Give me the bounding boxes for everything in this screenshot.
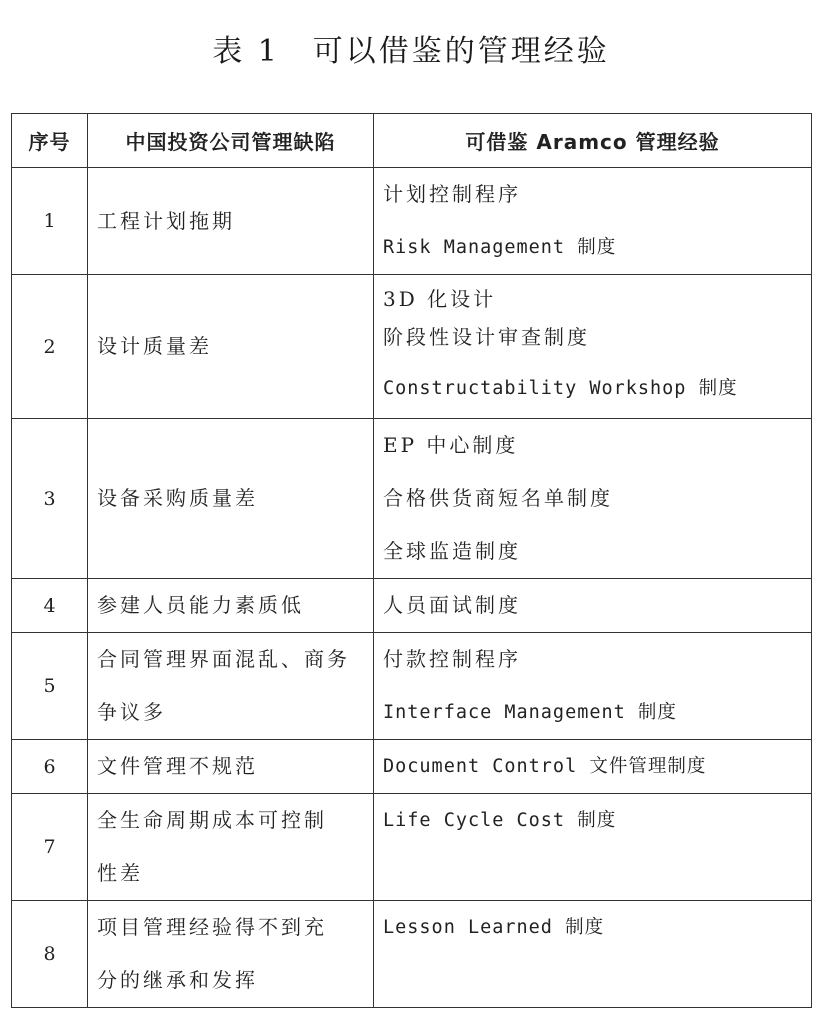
experience-text: Life Cycle Cost 制度: [383, 810, 617, 831]
row-number: 3: [12, 419, 88, 579]
header-no: 序号: [12, 114, 88, 168]
experience-cell: [374, 740, 812, 794]
experience-cell: [374, 419, 812, 579]
defect-text: 文件管理不规范: [97, 754, 258, 778]
row-number: 5: [12, 633, 88, 740]
row-number: 6: [12, 740, 88, 794]
table-row: [12, 901, 812, 1008]
experience-text: 阶段性设计审查制度: [383, 325, 590, 349]
defect-cell: [88, 633, 374, 740]
table-row: [12, 419, 812, 579]
experience-text: Interface Management 制度: [383, 702, 677, 723]
row-number: 7: [12, 794, 88, 901]
experience-cell: [374, 579, 812, 633]
defect-cell: [88, 901, 374, 1008]
table-row: [12, 740, 812, 794]
experience-text: 付款控制程序: [383, 647, 521, 671]
table-title: 表 1 可以借鉴的管理经验: [212, 34, 610, 69]
defect-text: 工程计划拖期: [97, 208, 235, 233]
defect-cell: [88, 579, 374, 633]
defect-cell: [88, 419, 374, 579]
header-experience: 可借鉴 Aramco 管理经验: [374, 114, 812, 168]
defect-text: 设备采购质量差: [97, 486, 258, 510]
table-row: [12, 633, 812, 740]
defect-cell: [88, 168, 374, 275]
defect-cell: [88, 740, 374, 794]
row-number: 8: [12, 901, 88, 1008]
defect-text: 设计质量差: [97, 334, 212, 358]
experience-cell: [374, 901, 812, 1008]
defect-text: 合同管理界面混乱、商务: [97, 647, 350, 671]
defect-text: 性差: [97, 861, 143, 885]
table-row: [12, 794, 812, 901]
table-row: [12, 168, 812, 275]
experience-cell: [374, 275, 812, 419]
defect-text: 争议多: [97, 700, 166, 724]
table-row: [12, 579, 812, 633]
table-header-row: [12, 114, 812, 168]
experience-cell: [374, 168, 812, 275]
experience-text: EP 中心制度: [383, 433, 519, 457]
experience-text: Document Control 文件管理制度: [383, 756, 707, 777]
row-number: 1: [12, 168, 88, 275]
defect-text: 参建人员能力素质低: [97, 593, 304, 617]
defect-text: 项目管理经验得不到充: [97, 915, 327, 939]
experience-text: Constructability Workshop 制度: [383, 378, 738, 399]
defect-cell: [88, 275, 374, 419]
experience-text: 全球监造制度: [383, 539, 521, 563]
experience-text: 3D 化设计: [383, 287, 497, 311]
table-row: [12, 275, 812, 419]
experience-cell: [374, 633, 812, 740]
experience-text: 计划控制程序: [383, 182, 521, 206]
row-number: 2: [12, 275, 88, 419]
defect-text: 分的继承和发挥: [97, 968, 258, 992]
experience-text: 人员面试制度: [383, 593, 521, 617]
defect-text: 全生命周期成本可控制: [97, 808, 327, 832]
row-number: 4: [12, 579, 88, 633]
experience-cell: [374, 794, 812, 901]
experience-text: Risk Management 制度: [383, 237, 617, 258]
header-defect: 中国投资公司管理缺陷: [88, 114, 374, 168]
experience-text: 合格供货商短名单制度: [383, 486, 613, 510]
experience-text: Lesson Learned 制度: [383, 917, 605, 938]
experience-table: [11, 113, 812, 1008]
defect-cell: [88, 794, 374, 901]
